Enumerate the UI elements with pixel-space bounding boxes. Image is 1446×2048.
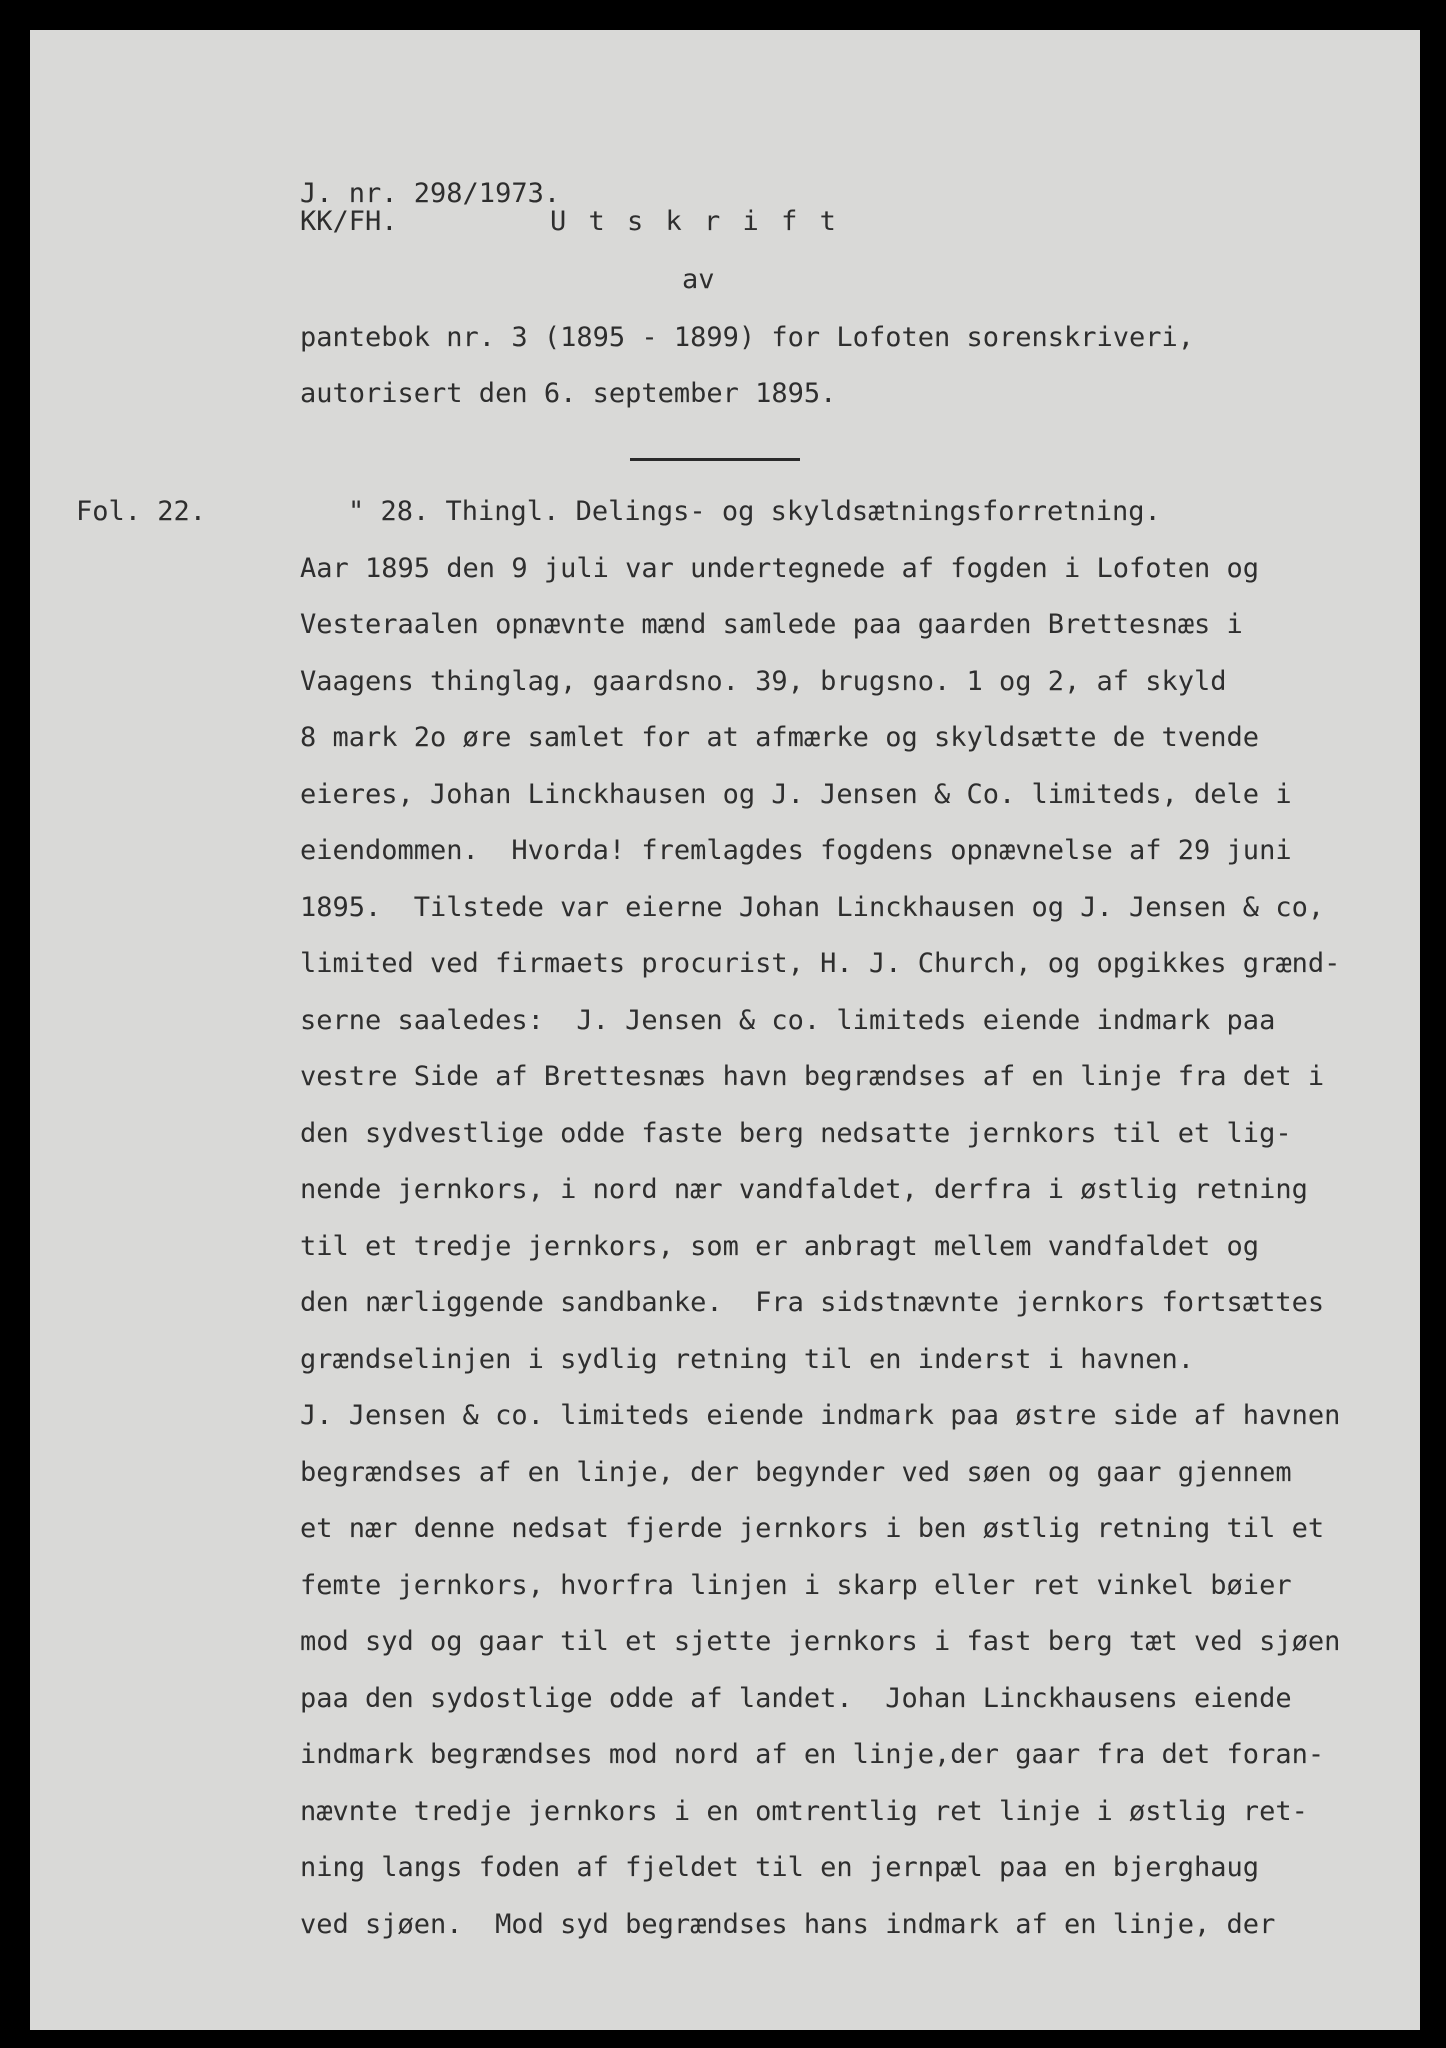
title-av: av [682, 264, 715, 295]
body-line: vestre Side af Brettesnæs havn begrændses af en linje fra det i [300, 1061, 1325, 1092]
body-line: eiendommen. Hvorda! fremlagdes fogdens opnævnelse af 29 juni [300, 835, 1292, 866]
source-line-1: pantebok nr. 3 (1895 - 1899) for Lofoten sorenskriveri, [300, 322, 1195, 353]
body-line: J. Jensen & co. limiteds eiende indmark paa østre side af havnen [300, 1400, 1341, 1431]
body-line: den sydvestlige odde faste berg nedsatte jernkors til et lig- [300, 1118, 1292, 1149]
body-line: den nærliggende sandbanke. Fra sidstnævnte jernkors fortsættes [300, 1287, 1325, 1318]
body-line: indmark begrændses mod nord af en linje,der gaar fra det foran- [300, 1739, 1325, 1770]
body-line: 1895. Tilstede var eierne Johan Linckhausen og J. Jensen & co, [300, 892, 1325, 923]
margin-note-folio: Fol. 22. [76, 496, 207, 527]
body-line: til et tredje jernkors, som er anbragt mellem vandfaldet og [300, 1231, 1260, 1262]
body-line: eieres, Johan Linckhausen og J. Jensen & Co. limiteds, dele i [300, 779, 1292, 810]
body-line: femte jernkors, hvorfra linjen i skarp eller ret vinkel bøier [300, 1570, 1292, 1601]
body-line: serne saaledes: J. Jensen & co. limiteds eiende indmark paa [300, 1005, 1276, 1036]
body-line: ved sjøen. Mod syd begrændses hans indmark af en linje, der [300, 1909, 1276, 1940]
initials: KK/FH. [300, 206, 398, 237]
body-line: " 28. Thingl. Delings- og skyldsætningsforretning. [348, 496, 1161, 527]
document-title: U t s k r i f t [550, 206, 839, 237]
body-line: et nær denne nedsat fjerde jernkors i ben østlig retning til et [300, 1513, 1325, 1544]
body-line: limited ved firmaets procurist, H. J. Church, og opgikkes grænd- [300, 948, 1341, 979]
document-page [30, 30, 1420, 2030]
source-line-2: autorisert den 6. september 1895. [300, 378, 837, 409]
body-line: paa den sydostlige odde af landet. Johan Linckhausens eiende [300, 1683, 1292, 1714]
body-line: nende jernkors, i nord nær vandfaldet, derfra i østlig retning [300, 1174, 1308, 1205]
body-line: 8 mark 2o øre samlet for at afmærke og skyldsætte de tvende [300, 722, 1260, 753]
body-line: Vesteraalen opnævnte mænd samlede paa gaarden Brettesnæs i [300, 609, 1243, 640]
body-line: begrændses af en linje, der begynder ved søen og gaar gjennem [300, 1457, 1292, 1488]
journal-number: J. nr. 298/1973. [300, 178, 561, 209]
body-line: nævnte tredje jernkors i en omtrentlig ret linje i østlig ret- [300, 1796, 1308, 1827]
body-line: ning langs foden af fjeldet til en jernpæl paa en bjerghaug [300, 1852, 1260, 1883]
separator-rule [630, 458, 800, 461]
body-line: Aar 1895 den 9 juli var undertegnede af fogden i Lofoten og [300, 553, 1260, 584]
body-line: grændselinjen i sydlig retning til en inderst i havnen. [300, 1344, 1195, 1375]
body-line: Vaagens thinglag, gaardsno. 39, brugsno. 1 og 2, af skyld [300, 666, 1227, 697]
body-line: mod syd og gaar til et sjette jernkors i fast berg tæt ved sjøen [300, 1626, 1341, 1657]
